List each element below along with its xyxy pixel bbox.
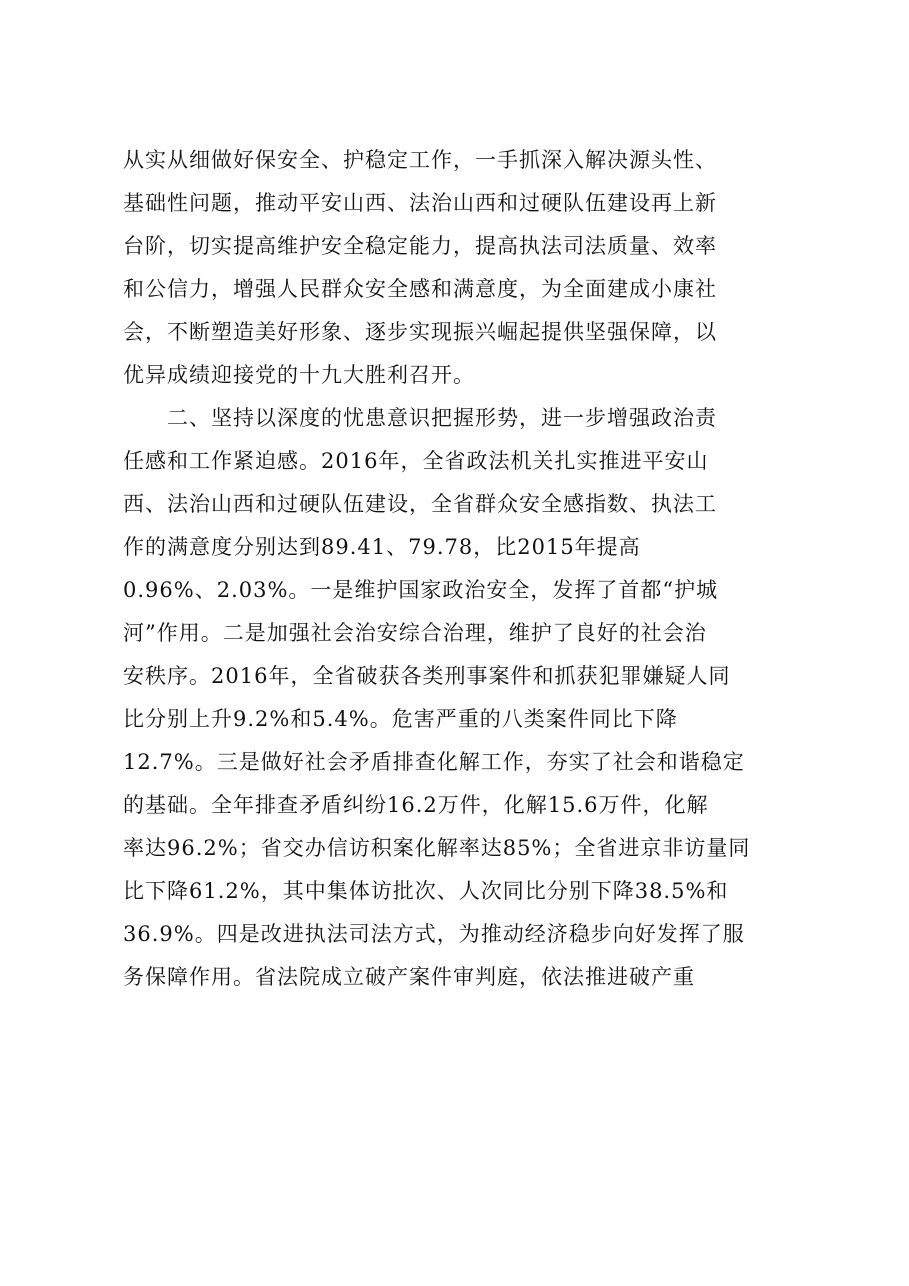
text-line: 河”作用。二是加强社会治安综合治理，维护了良好的社会治 bbox=[123, 621, 707, 645]
text-line: 36.9%。四是改进执法司法方式，为推动经济稳步向好发挥了服 bbox=[123, 922, 745, 946]
text-line: 的基础。全年排查矛盾纠纷16.2万件，化解15.6万件，化解 bbox=[123, 793, 709, 817]
text-line: 会，不断塑造美好形象、逐步实现振兴崛起提供坚强保障，以 bbox=[123, 320, 717, 344]
paragraph-2 bbox=[123, 397, 803, 999]
text-line: 比分别上升9.2%和5.4%。危害严重的八类案件同比下降 bbox=[123, 707, 678, 731]
text-line: 从实从细做好保安全、护稳定工作，一手抓深入解决源头性、 bbox=[123, 148, 717, 172]
text-line: 二、坚持以深度的忧患意识把握形势，进一步增强政治责 bbox=[167, 406, 717, 430]
text-line: 和公信力，增强人民群众安全感和满意度，为全面建成小康社 bbox=[123, 277, 717, 301]
text-line: 台阶，切实提高维护安全稳定能力，提高执法司法质量、效率 bbox=[123, 234, 717, 258]
body-text bbox=[123, 139, 803, 999]
text-line: 安秩序。2016年，全省破获各类刑事案件和抓获犯罪嫌疑人同 bbox=[123, 664, 731, 688]
paragraph-1 bbox=[123, 139, 803, 397]
text-line: 西、法治山西和过硬队伍建设，全省群众安全感指数、执法工 bbox=[123, 492, 717, 516]
text-line: 任感和工作紧迫感。2016年，全省政法机关扎实推进平安山 bbox=[123, 449, 709, 473]
text-line: 12.7%。三是做好社会矛盾排查化解工作，夯实了社会和谐稳定 bbox=[123, 750, 745, 774]
text-line: 优异成绩迎接党的十九大胜利召开。 bbox=[123, 363, 475, 387]
text-line: 率达96.2%；省交办信访积案化解率达85%；全省进京非访量同 bbox=[123, 836, 751, 860]
text-line: 基础性问题，推动平安山西、法治山西和过硬队伍建设再上新 bbox=[123, 191, 717, 215]
text-line: 比下降61.2%，其中集体访批次、人次同比分别下降38.5%和 bbox=[123, 879, 729, 903]
text-line: 0.96%、2.03%。一是维护国家政治安全，发挥了首都“护城 bbox=[123, 578, 719, 602]
text-line: 务保障作用。省法院成立破产案件审判庭，依法推进破产重 bbox=[123, 965, 695, 989]
text-line: 作的满意度分别达到89.41、79.78，比2015年提高 bbox=[123, 535, 641, 559]
